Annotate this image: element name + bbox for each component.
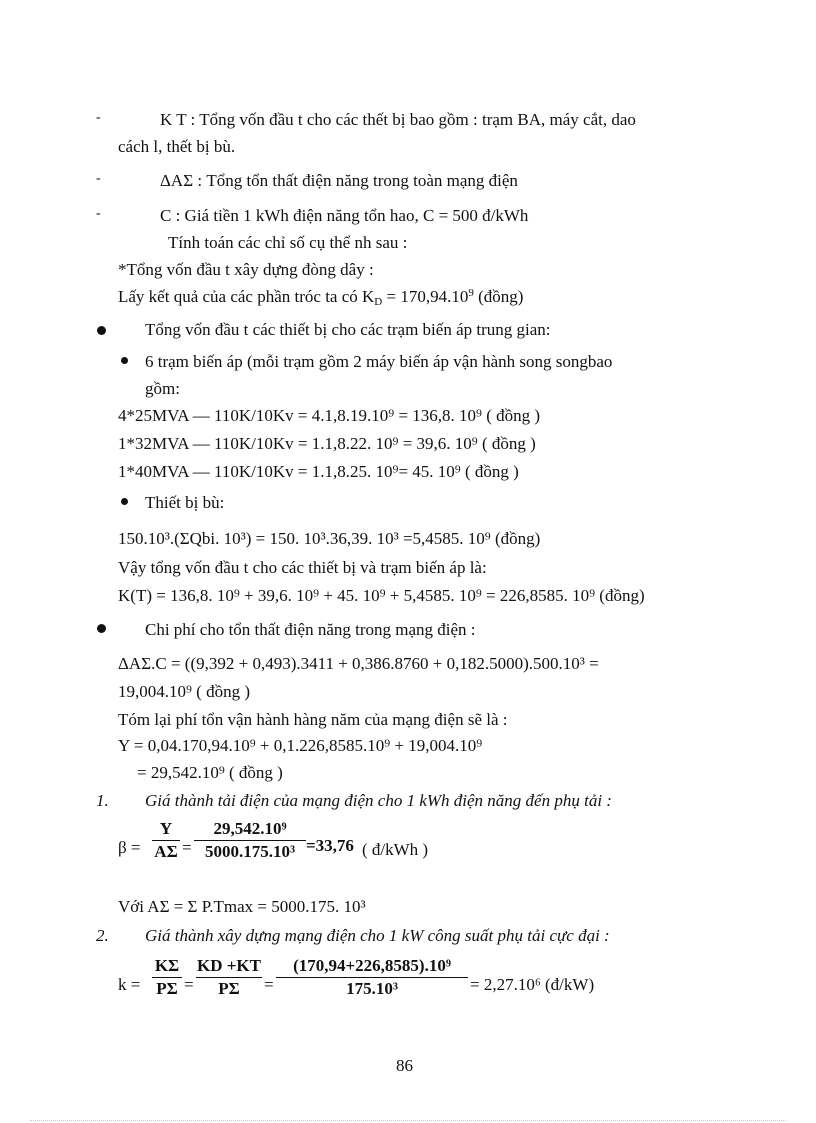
bullet-dot [121,357,128,364]
denominator: 175.10³ [346,979,398,998]
dash-bullet: - [96,171,101,186]
fraction [194,818,306,863]
text-line: Tổng vốn đầu t các thiết bị cho các trạm biến áp trung gian: [145,320,551,339]
section-heading: Giá thành tải điện của mạng điện cho 1 kWh điện năng đến phụ tải : [145,791,612,810]
text-line: Lấy kết quả của các phần tróc ta có $K_D = 170,94.10^9$ (đồng) [118,287,524,308]
numerator: KD +KT [197,956,261,975]
text-line: cách l, thết bị bù. [118,137,236,156]
text-line: 4*25MVA — 110K/10Kv = 4.1,8.19.10⁹ = 136,8. 10⁹ ( đồng ) [118,406,541,425]
numerator: Y [159,819,173,838]
text-line: Vậy tổng vốn đầu t cho các thiết bị và trạm biến áp là: [118,558,487,577]
text-line: ΔAΣ : Tổng tổn thất điện năng trong toàn mạng điện [160,171,518,190]
formula-lhs: β = [118,838,141,857]
section-heading: Giá thành xây dựng mạng điện cho 1 kW công suất phụ tải cực đại : [145,926,610,945]
bullet-dot [121,498,128,505]
bullet-dot [97,326,106,335]
fraction [152,818,180,863]
text-line: K(T) = 136,8. 10⁹ + 39,6. 10⁹ + 45. 10⁹ + 5,4585. 10⁹ = 226,8585. 10⁹ (đồng) [118,586,645,605]
text-line: Y = 0,04.170,94.10⁹ + 0,1.226,8585.10⁹ + 19,004.10⁹ [118,736,483,755]
text-line: 1*32MVA — 110K/10Kv = 1.1,8.22. 10⁹ = 39,6. 10⁹ ( đồng ) [118,434,536,453]
text-line: *Tổng vốn đầu t xây dựng đòng dây : [118,260,374,279]
numerator: 29,542.10⁹ [213,819,287,838]
text-line: C : Giá tiền 1 kWh điện năng tổn hao, C = 500 đ/kWh [160,206,529,225]
equals-sign: = [184,975,194,994]
text-line: Thiết bị bù: [145,493,225,512]
text-line: = 29,542.10⁹ ( đồng ) [137,763,283,782]
denominator: PΣ [156,979,178,998]
denominator: 5000.175.10³ [204,842,296,861]
numerator: (170,94+226,8585).10⁹ [293,956,451,975]
text-line: Tính toán các chỉ số cụ thể nh sau : [168,233,408,252]
text-line: Chi phí cho tổn thất điện năng trong mạng điện : [145,620,476,639]
formula-result: =33,76 [306,836,354,855]
denominator: AΣ [154,842,178,861]
numerator: KΣ [154,956,180,975]
item-number: 2. [96,926,109,945]
text-line: gồm: [145,379,180,398]
text-line: 1*40MVA — 110K/10Kv = 1.1,8.25. 10⁹= 45. 10⁹ ( đồng ) [118,462,519,481]
page-bottom-rule [30,1120,786,1121]
text-line: ΔAΣ.C = ((9,392 + 0,493).3411 + 0,386.8760 + 0,182.5000).500.10³ = [118,654,599,673]
fraction [152,955,182,1000]
item-number: 1. [96,791,109,810]
text-line: 19,004.10⁹ ( đồng ) [118,682,250,701]
text-line: 150.10³.(ΣQbi. 10³) = 150. 10³.36,39. 10³ =5,4585. 10⁹ (đồng) [118,529,541,548]
dash-bullet: - [96,110,101,125]
formula-unit: ( đ/kWh ) [362,840,429,859]
fraction [276,955,468,1000]
text-line: Tóm lại phí tổn vận hành hàng năm của mạng điện sẽ là : [118,710,508,729]
dash-bullet: - [96,206,101,221]
text-line: 6 trạm biến áp (mỗi trạm gồm 2 máy biến áp vận hành song songbao [145,352,613,371]
text-line: Với AΣ = Σ P.Tmax = 5000.175. 10³ [118,897,366,916]
page-number: 86 [396,1056,413,1075]
text-line: K T : Tổng vốn đầu t cho các thết bị bao gồm : trạm BA, máy cắt, dao [160,110,636,129]
denominator: PΣ [218,979,240,998]
fraction [196,955,262,1000]
bullet-dot [97,624,106,633]
formula-result: = 2,27.10⁶ (đ/kW) [470,975,595,994]
formula-lhs: k = [118,975,141,994]
equals-sign: = [264,975,274,994]
equals-sign: = [182,838,192,857]
